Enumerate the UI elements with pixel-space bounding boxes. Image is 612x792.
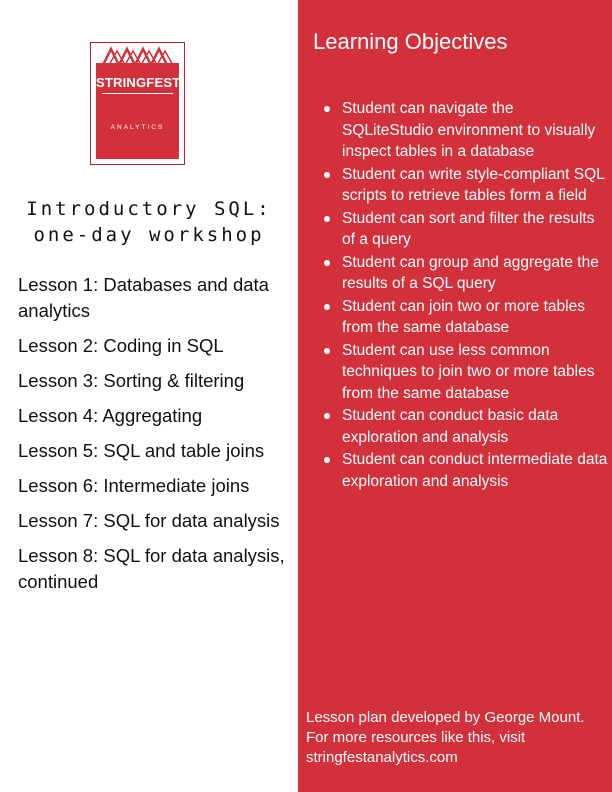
lesson-list [18,272,293,604]
logo-red-block [96,63,179,159]
lesson-item: Lesson 8: SQL for data analysis, continued [18,545,285,592]
workshop-title-line2: one-day workshop [33,224,265,246]
lesson-item: Lesson 7: SQL for data analysis [18,510,280,531]
objective-item: Student can sort and filter the results of a query [316,208,608,251]
logo-divider [102,93,173,94]
lesson-item: Lesson 6: Intermediate joins [18,475,250,496]
objective-item: Student can conduct intermediate data exploration and analysis [316,449,608,492]
objective-item: Student can use less common techniques to join two or more tables from the same database [316,340,608,405]
objective-item: Student can group and aggregate the results of a SQL query [316,252,608,295]
objectives-list [316,98,608,493]
logo-sub-text: ANALYTICS [110,124,165,131]
left-panel [0,0,298,792]
lesson-item: Lesson 2: Coding in SQL [18,335,224,356]
logo-brand-text: STRINGFEST [96,75,181,90]
stringfest-logo [90,42,185,165]
objective-item: Student can join two or more tables from the same database [316,296,608,339]
objective-item: Student can navigate the SQLiteStudio environment to visually inspect tables in a database [316,98,608,163]
lesson-item: Lesson 3: Sorting & filtering [18,370,245,391]
objective-item: Student can conduct basic data exploration and analysis [316,405,608,448]
lesson-item: Lesson 5: SQL and table joins [18,440,265,461]
lesson-item: Lesson 1: Databases and data analytics [18,274,269,321]
workshop-title [0,196,298,248]
footer-credit: Lesson plan developed by George Mount. For more resources like this, visit stringfestanalytics.com [306,709,585,766]
lesson-item: Lesson 4: Aggregating [18,405,203,426]
objectives-heading: Learning Objectives [313,29,508,54]
workshop-title-line1: Introductory SQL: [26,198,272,220]
string-waves-icon [103,45,173,67]
objective-item: Student can write style-compliant SQL scripts to retrieve tables form a field [316,164,608,207]
